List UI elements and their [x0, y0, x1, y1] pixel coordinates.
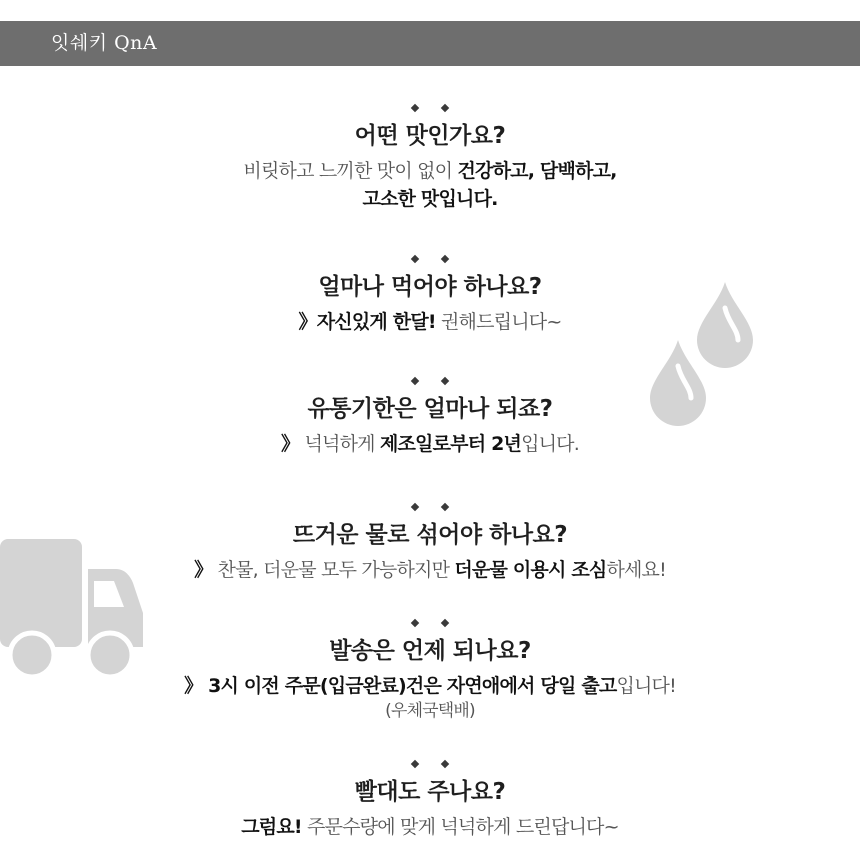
diamond-icon: [411, 760, 419, 768]
faq-question: 발송은 언제 되나요?: [329, 638, 531, 664]
faq-answer: 》 찬물, 더운물 모두 가능하지만 더운물 이용시 조심하세요!: [194, 559, 666, 581]
faq-question: 어떤 맛인가요?: [354, 123, 506, 149]
faq-question: 유통기한은 얼마나 되죠?: [307, 396, 553, 422]
diamond-icon: [441, 255, 449, 263]
faq-question: 빨대도 주나요?: [354, 779, 506, 805]
faq-item: [0, 500, 860, 584]
diamond-divider: [0, 757, 860, 771]
faq-item: [0, 101, 860, 213]
diamond-icon: [441, 760, 449, 768]
diamond-icon: [441, 104, 449, 112]
faq-answer: 》 3시 이전 주문(입금완료)건은 자연애에서 당일 출고입니다! (우체국택배): [184, 675, 676, 721]
diamond-divider: [0, 101, 860, 115]
diamond-icon: [411, 377, 419, 385]
diamond-icon: [411, 104, 419, 112]
diamond-divider: [0, 500, 860, 514]
diamond-icon: [411, 503, 419, 511]
faq-question: 얼마나 먹어야 하나요?: [318, 274, 542, 300]
faq-answer: 비릿하고 느끼한 맛이 없이 건강하고, 담백하고, 고소한 맛입니다.: [243, 160, 617, 210]
faq-question: 뜨거운 물로 섞어야 하나요?: [292, 522, 568, 548]
diamond-divider: [0, 252, 860, 266]
arrow-icon: 》: [298, 311, 317, 333]
arrow-icon: 》: [194, 559, 213, 581]
faq-item: [0, 374, 860, 458]
header-bar: [0, 21, 860, 66]
faq-item: [0, 757, 860, 841]
faq-answer: 》 넉넉하게 제조일로부터 2년입니다.: [281, 433, 579, 455]
diamond-icon: [441, 377, 449, 385]
arrow-icon: 》: [281, 433, 300, 455]
diamond-icon: [411, 619, 419, 627]
arrow-icon: 》: [184, 675, 203, 697]
faq-answer: 》자신있게 한달! 권해드립니다~: [298, 311, 562, 333]
faq-answer: 그럼요! 주문수량에 맞게 넉넉하게 드린답니다~: [241, 816, 619, 838]
faq-item: [0, 616, 860, 722]
diamond-icon: [411, 255, 419, 263]
diamond-icon: [441, 503, 449, 511]
diamond-divider: [0, 374, 860, 388]
diamond-divider: [0, 616, 860, 630]
diamond-icon: [441, 619, 449, 627]
page-title: 잇쉐키 QnA: [51, 32, 158, 54]
faq-item: [0, 252, 860, 336]
